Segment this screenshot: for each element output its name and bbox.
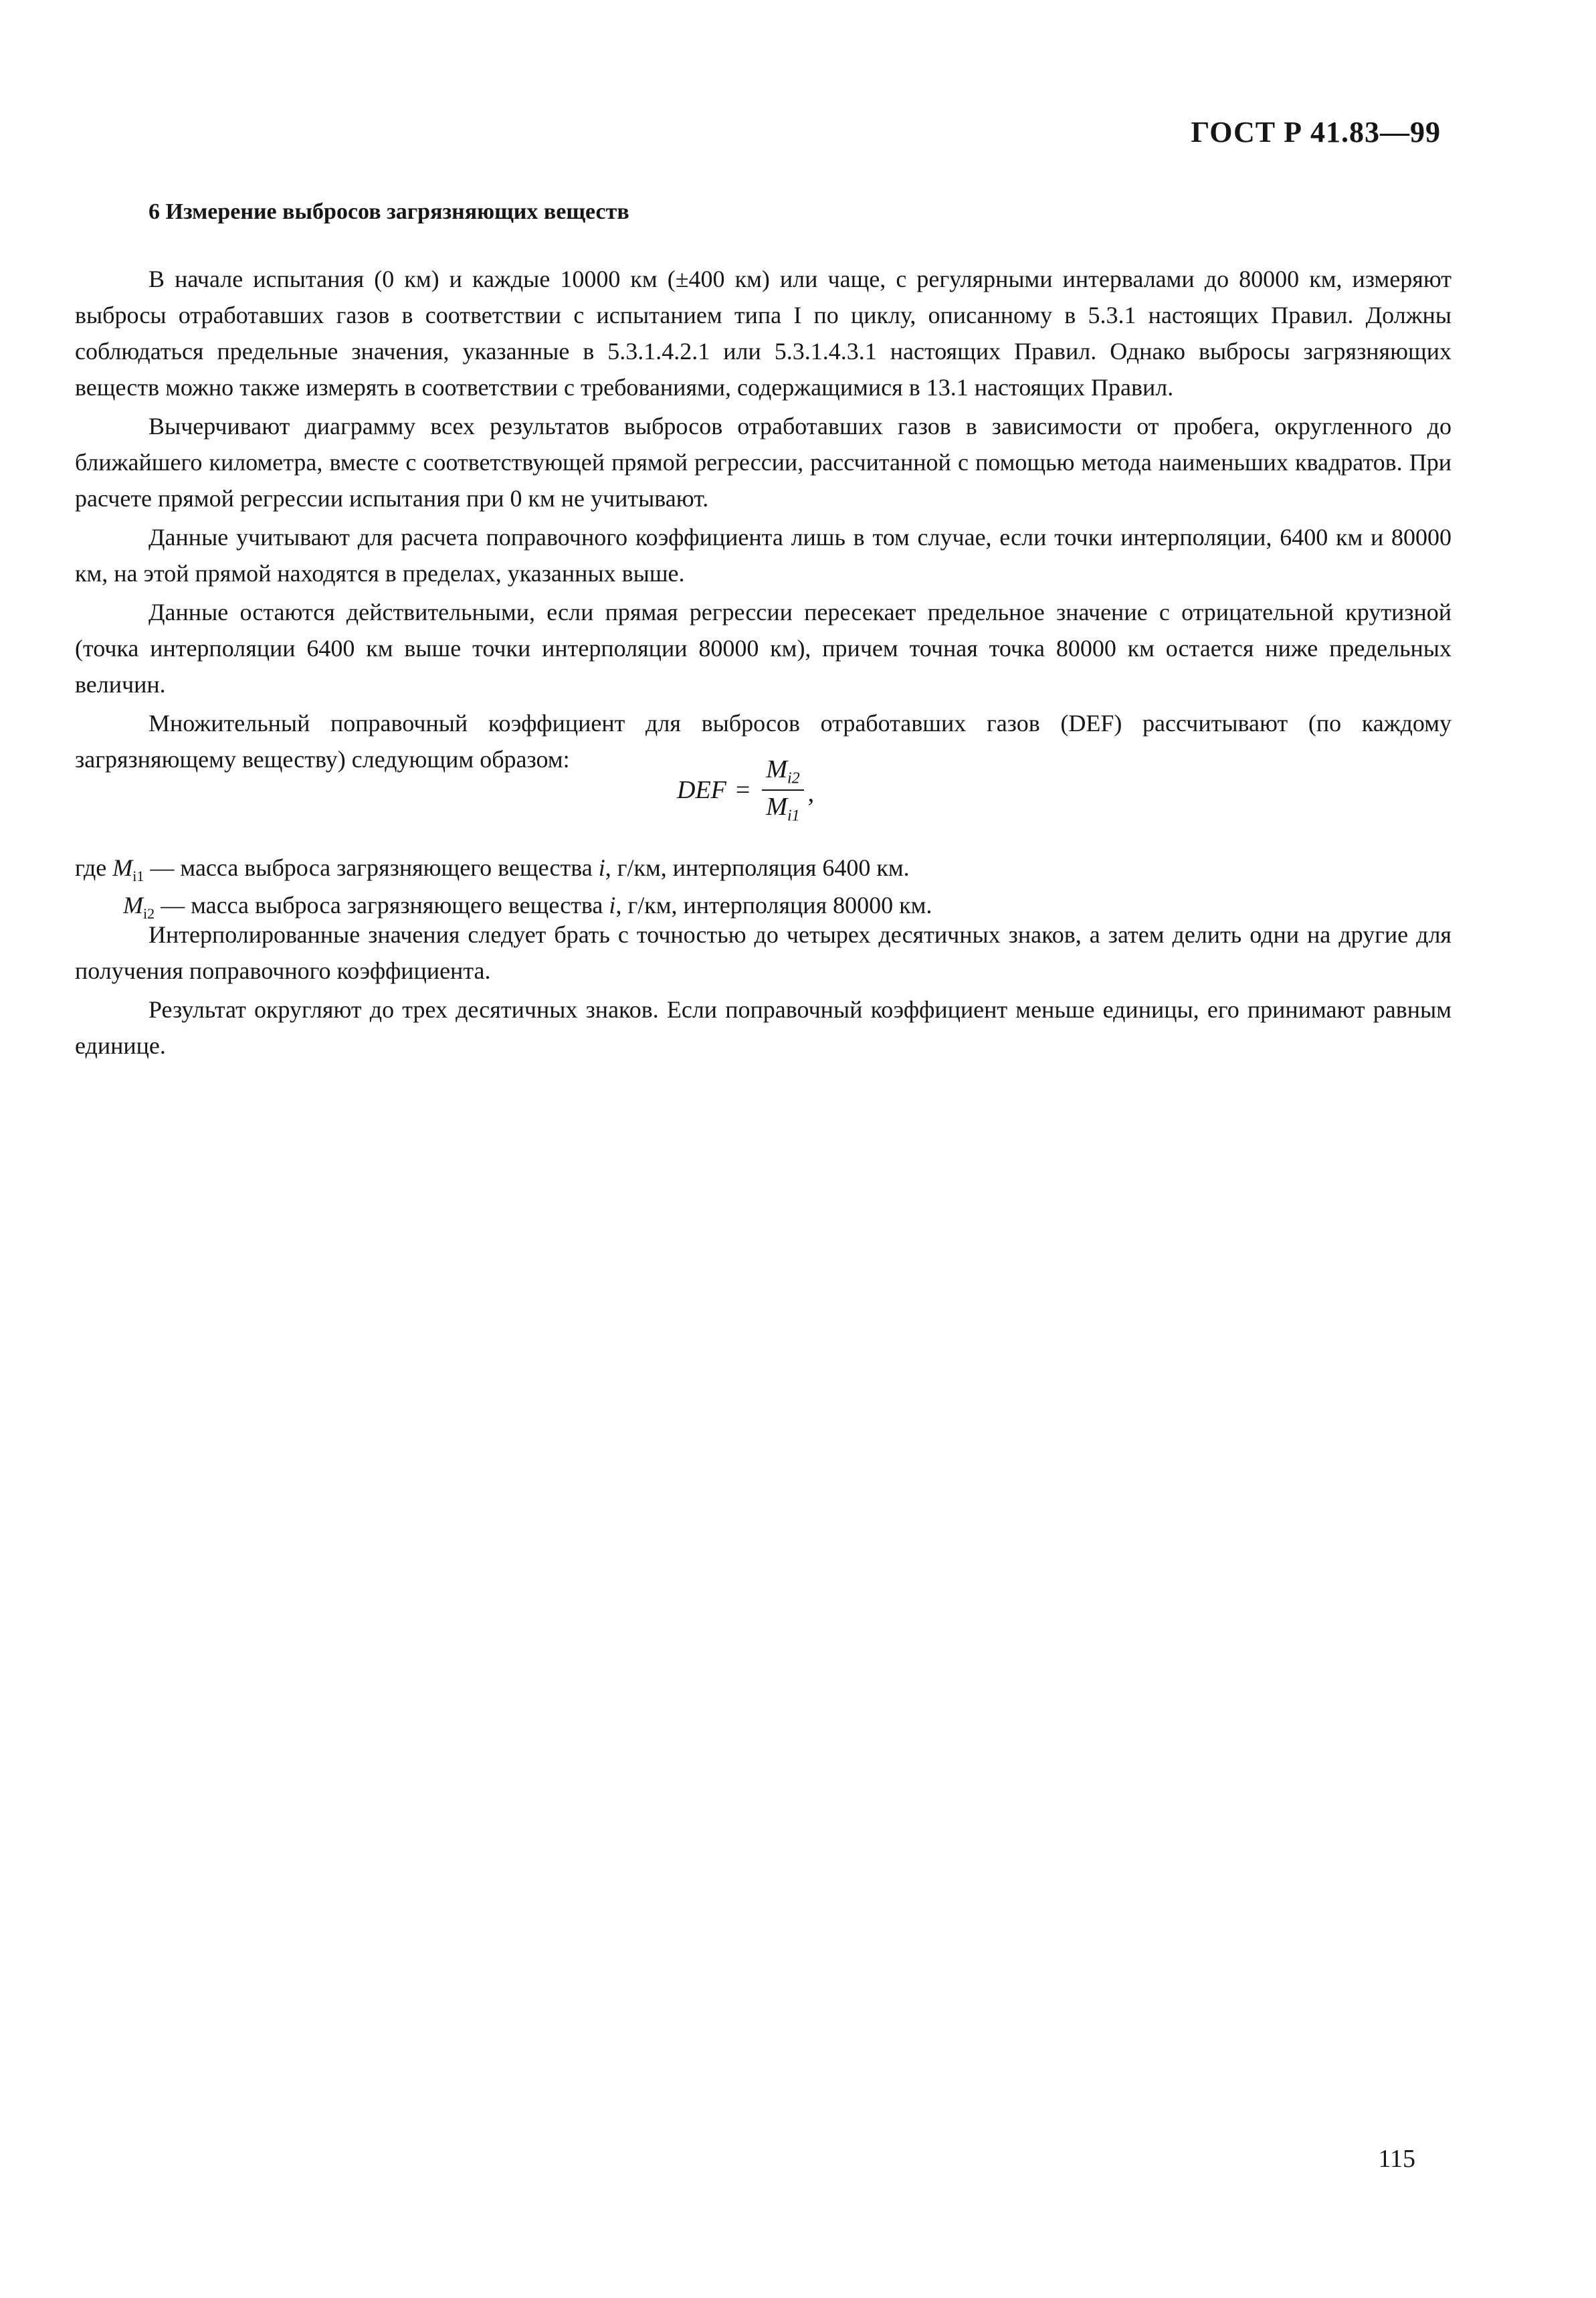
formula-lhs: DEF <box>677 775 726 804</box>
document-id: ГОСТ Р 41.83—99 <box>1191 116 1441 149</box>
def2-var: i <box>609 892 616 919</box>
numerator-symbol: M <box>766 755 787 783</box>
def1-subscript: i1 <box>132 868 144 885</box>
paragraph: Интерполированные значения следует брать с точностью до четырех десятичных знаков, а затем делить одни на другие для получения поправочного коэффициента. <box>75 921 1452 984</box>
formula-trailing-comma: , <box>807 779 815 807</box>
paragraph: Множительный поправочный коэффициент для выбросов отработавших газов (DEF) рассчитывают (по каждому загрязняющему веществу) следующим образом: <box>75 710 1452 773</box>
paragraph: В начале испытания (0 км) и каждые 10000 км (±400 км) или чаще, с регулярными интервалами до 80000 км, измеряют выбросы отработавших газов в соответствии с испытанием типа I по циклу, описанному в 5.3.1 настоящих Правил. Должны соблюдаться предельные значения, указанные в 5.3.1.4.2.1 или 5.3.1.4.3.1 настоящих Правил. Однако выбросы загрязняющих веществ можно также измерять в соответствии с требованиями, содержащимися в 13.1 настоящих Правил. <box>75 266 1452 401</box>
paragraph: Результат округляют до трех десятичных знаков. Если поправочный коэффициент меньше единицы, его принимают равным единице. <box>75 996 1452 1059</box>
body-text-bottom <box>75 917 1452 1066</box>
numerator-subscript: i2 <box>787 769 800 787</box>
def2-subscript: i2 <box>143 905 155 923</box>
section-heading: 6 Измерение выбросов загрязняющих веществ <box>148 199 629 224</box>
def2-symbol: M <box>123 892 143 919</box>
def2-text-b: , г/км, интерполяция 80000 км. <box>615 892 932 919</box>
formula-numerator <box>762 755 803 791</box>
denominator-symbol: M <box>766 792 787 821</box>
def-formula <box>677 755 814 825</box>
def1-symbol: M <box>112 854 133 881</box>
def2-text-a: — масса выброса загрязняющего вещества <box>155 892 609 919</box>
formula-fraction <box>762 755 803 825</box>
definition-line-1 <box>75 850 1452 887</box>
paragraph: Вычерчивают диаграмму всех результатов выбросов отработавших газов в зависимости от пробега, округленного до ближайшего километра, вместе с соответствующей прямой регрессии, рассчитанной с помощью метода наименьших квадратов. При расчете прямой регрессии испытания при 0 км не учитывают. <box>75 413 1452 512</box>
body-text-top <box>75 261 1452 780</box>
formula-equals: = <box>735 775 751 804</box>
page-number: 115 <box>1378 2145 1415 2173</box>
formula-denominator <box>762 791 803 826</box>
variable-definitions <box>75 850 1452 925</box>
def1-var: i <box>598 854 605 881</box>
paragraph: Данные учитывают для расчета поправочного коэффициента лишь в том случае, если точки интерполяции, 6400 км и 80000 км, на этой прямой находятся в пределах, указанных выше. <box>75 524 1452 587</box>
where-prefix: где <box>75 854 107 881</box>
paragraph: Данные остаются действительными, если прямая регрессии пересекает предельное значение с отрицательной крутизной (точка интерполяции 6400 км выше точки интерполяции 80000 км), причем точная точка 80000 км остается ниже предельных величин. <box>75 599 1452 698</box>
denominator-subscript: i1 <box>787 807 800 825</box>
def1-text-b: , г/км, интерполяция 6400 км. <box>605 854 910 881</box>
def1-text-a: — масса выброса загрязняющего вещества <box>144 854 599 881</box>
